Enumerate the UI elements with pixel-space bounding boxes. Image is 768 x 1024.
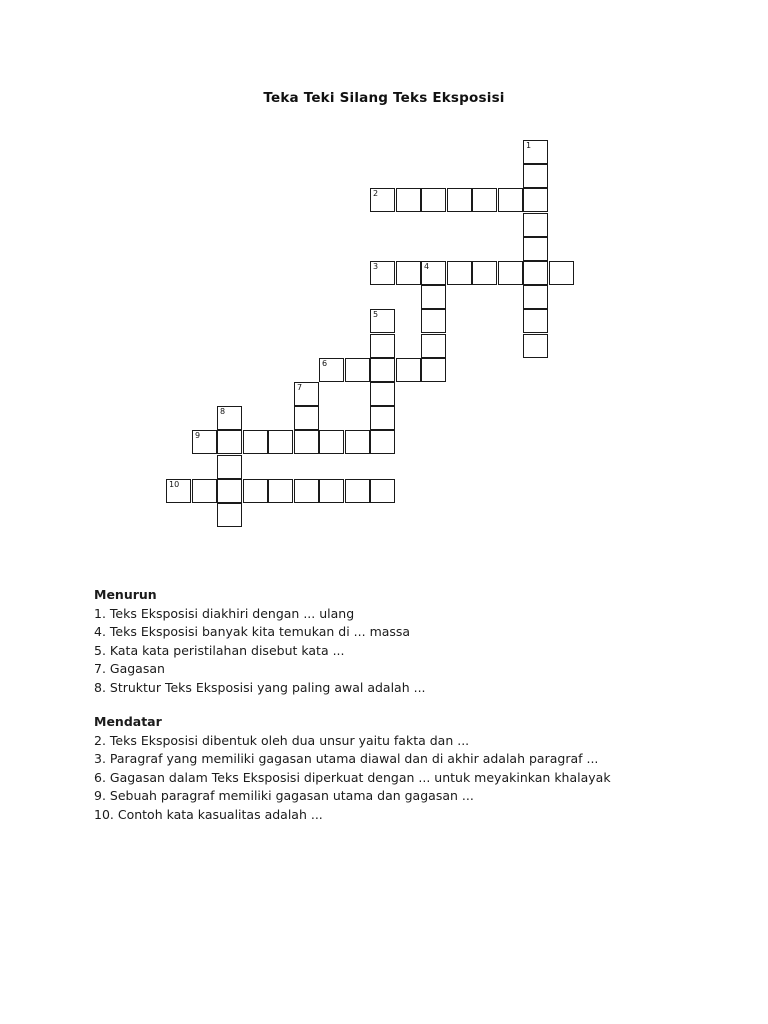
crossword-cell[interactable] xyxy=(370,430,395,454)
across-heading: Mendatar xyxy=(94,714,162,729)
clue-number: 7 xyxy=(297,383,303,392)
down-heading: Menurun xyxy=(94,587,157,602)
down-clue-list xyxy=(94,605,734,698)
clue-number: 6 xyxy=(322,359,328,368)
crossword-cell[interactable] xyxy=(523,237,548,261)
crossword-cell[interactable] xyxy=(396,261,421,285)
crossword-cell[interactable] xyxy=(319,430,344,454)
clue-across-9: 9. Sebuah paragraf memiliki gagasan utama dan gagasan ... xyxy=(94,788,474,803)
across-section xyxy=(94,713,734,824)
crossword-cell[interactable] xyxy=(166,479,191,503)
crossword-cell[interactable] xyxy=(370,479,395,503)
crossword-cell[interactable] xyxy=(421,309,446,333)
crossword-cell[interactable] xyxy=(549,261,574,285)
crossword-cell[interactable] xyxy=(217,479,242,503)
clue-number: 4 xyxy=(424,262,430,271)
crossword-cell[interactable] xyxy=(523,334,548,358)
crossword-cell[interactable] xyxy=(523,188,548,212)
crossword-cell[interactable] xyxy=(192,430,217,454)
clue-number: 5 xyxy=(373,310,379,319)
clue-down-1: 1. Teks Eksposisi diakhiri dengan ... ulang xyxy=(94,605,355,621)
crossword-cell[interactable] xyxy=(523,213,548,237)
clue-number: 8 xyxy=(220,407,226,416)
clue-across-2: 2. Teks Eksposisi dibentuk oleh dua unsur yaitu fakta dan ... xyxy=(94,732,470,748)
crossword-cell[interactable] xyxy=(396,188,421,212)
page-title: Teka Teki Silang Teks Eksposisi xyxy=(263,90,505,106)
crossword-cell[interactable] xyxy=(472,188,497,212)
crossword-cell[interactable] xyxy=(498,261,523,285)
crossword-cell[interactable] xyxy=(294,382,319,406)
crossword-cell[interactable] xyxy=(498,188,523,212)
clue-number: 2 xyxy=(373,189,379,198)
clue-across-6: 6. Gagasan dalam Teks Eksposisi diperkuat dengan ... untuk meyakinkan khalayak xyxy=(94,769,611,785)
crossword-cell[interactable] xyxy=(217,455,242,479)
down-section xyxy=(94,586,734,697)
crossword-cell[interactable] xyxy=(243,479,268,503)
crossword-cell[interactable] xyxy=(472,261,497,285)
clue-across-3: 3. Paragraf yang memiliki gagasan utama diawal dan di akhir adalah paragraf ... xyxy=(94,751,599,766)
clue-number: 1 xyxy=(526,141,532,150)
crossword-cell[interactable] xyxy=(345,430,370,454)
crossword-cell[interactable] xyxy=(421,261,446,285)
crossword-cell[interactable] xyxy=(370,309,395,333)
crossword-cell[interactable] xyxy=(421,285,446,309)
crossword-cell[interactable] xyxy=(370,188,395,212)
crossword-cell[interactable] xyxy=(217,406,242,430)
crossword-cell[interactable] xyxy=(370,382,395,406)
crossword-cell[interactable] xyxy=(523,309,548,333)
crossword-cell[interactable] xyxy=(447,261,472,285)
across-clue-list xyxy=(94,732,734,825)
crossword-cell[interactable] xyxy=(447,188,472,212)
crossword-cell[interactable] xyxy=(523,140,548,164)
crossword-cell[interactable] xyxy=(217,430,242,454)
crossword-cell[interactable] xyxy=(370,334,395,358)
crossword-cell[interactable] xyxy=(421,334,446,358)
crossword-cell[interactable] xyxy=(294,430,319,454)
clue-down-5: 5. Kata kata peristilahan disebut kata ... xyxy=(94,642,345,658)
crossword-cell[interactable] xyxy=(243,430,268,454)
crossword-cell[interactable] xyxy=(319,358,344,382)
crossword-cell[interactable] xyxy=(370,406,395,430)
clue-number: 3 xyxy=(373,262,379,271)
crossword-cell[interactable] xyxy=(421,358,446,382)
crossword-cell[interactable] xyxy=(523,164,548,188)
clue-down-4: 4. Teks Eksposisi banyak kita temukan di ... massa xyxy=(94,624,411,639)
clue-down-8: 8. Struktur Teks Eksposisi yang paling awal adalah ... xyxy=(94,679,426,695)
clue-across-10: 10. Contoh kata kasualitas adalah ... xyxy=(94,806,323,822)
clues-section xyxy=(94,586,734,824)
crossword-cell[interactable] xyxy=(268,479,293,503)
crossword-cell[interactable] xyxy=(192,479,217,503)
clue-down-7: 7. Gagasan xyxy=(94,661,165,676)
crossword-cell[interactable] xyxy=(345,358,370,382)
crossword-cell[interactable] xyxy=(523,261,548,285)
clue-number: 10 xyxy=(169,480,180,489)
crossword-cell[interactable] xyxy=(345,479,370,503)
crossword-cell[interactable] xyxy=(370,358,395,382)
crossword-cell[interactable] xyxy=(294,479,319,503)
crossword-cell[interactable] xyxy=(523,285,548,309)
clue-number: 9 xyxy=(195,431,201,440)
crossword-cell[interactable] xyxy=(294,406,319,430)
crossword-cell[interactable] xyxy=(268,430,293,454)
crossword-cell[interactable] xyxy=(396,358,421,382)
crossword-cell[interactable] xyxy=(370,261,395,285)
crossword-cell[interactable] xyxy=(319,479,344,503)
crossword-cell[interactable] xyxy=(421,188,446,212)
crossword-cell[interactable] xyxy=(217,503,242,527)
